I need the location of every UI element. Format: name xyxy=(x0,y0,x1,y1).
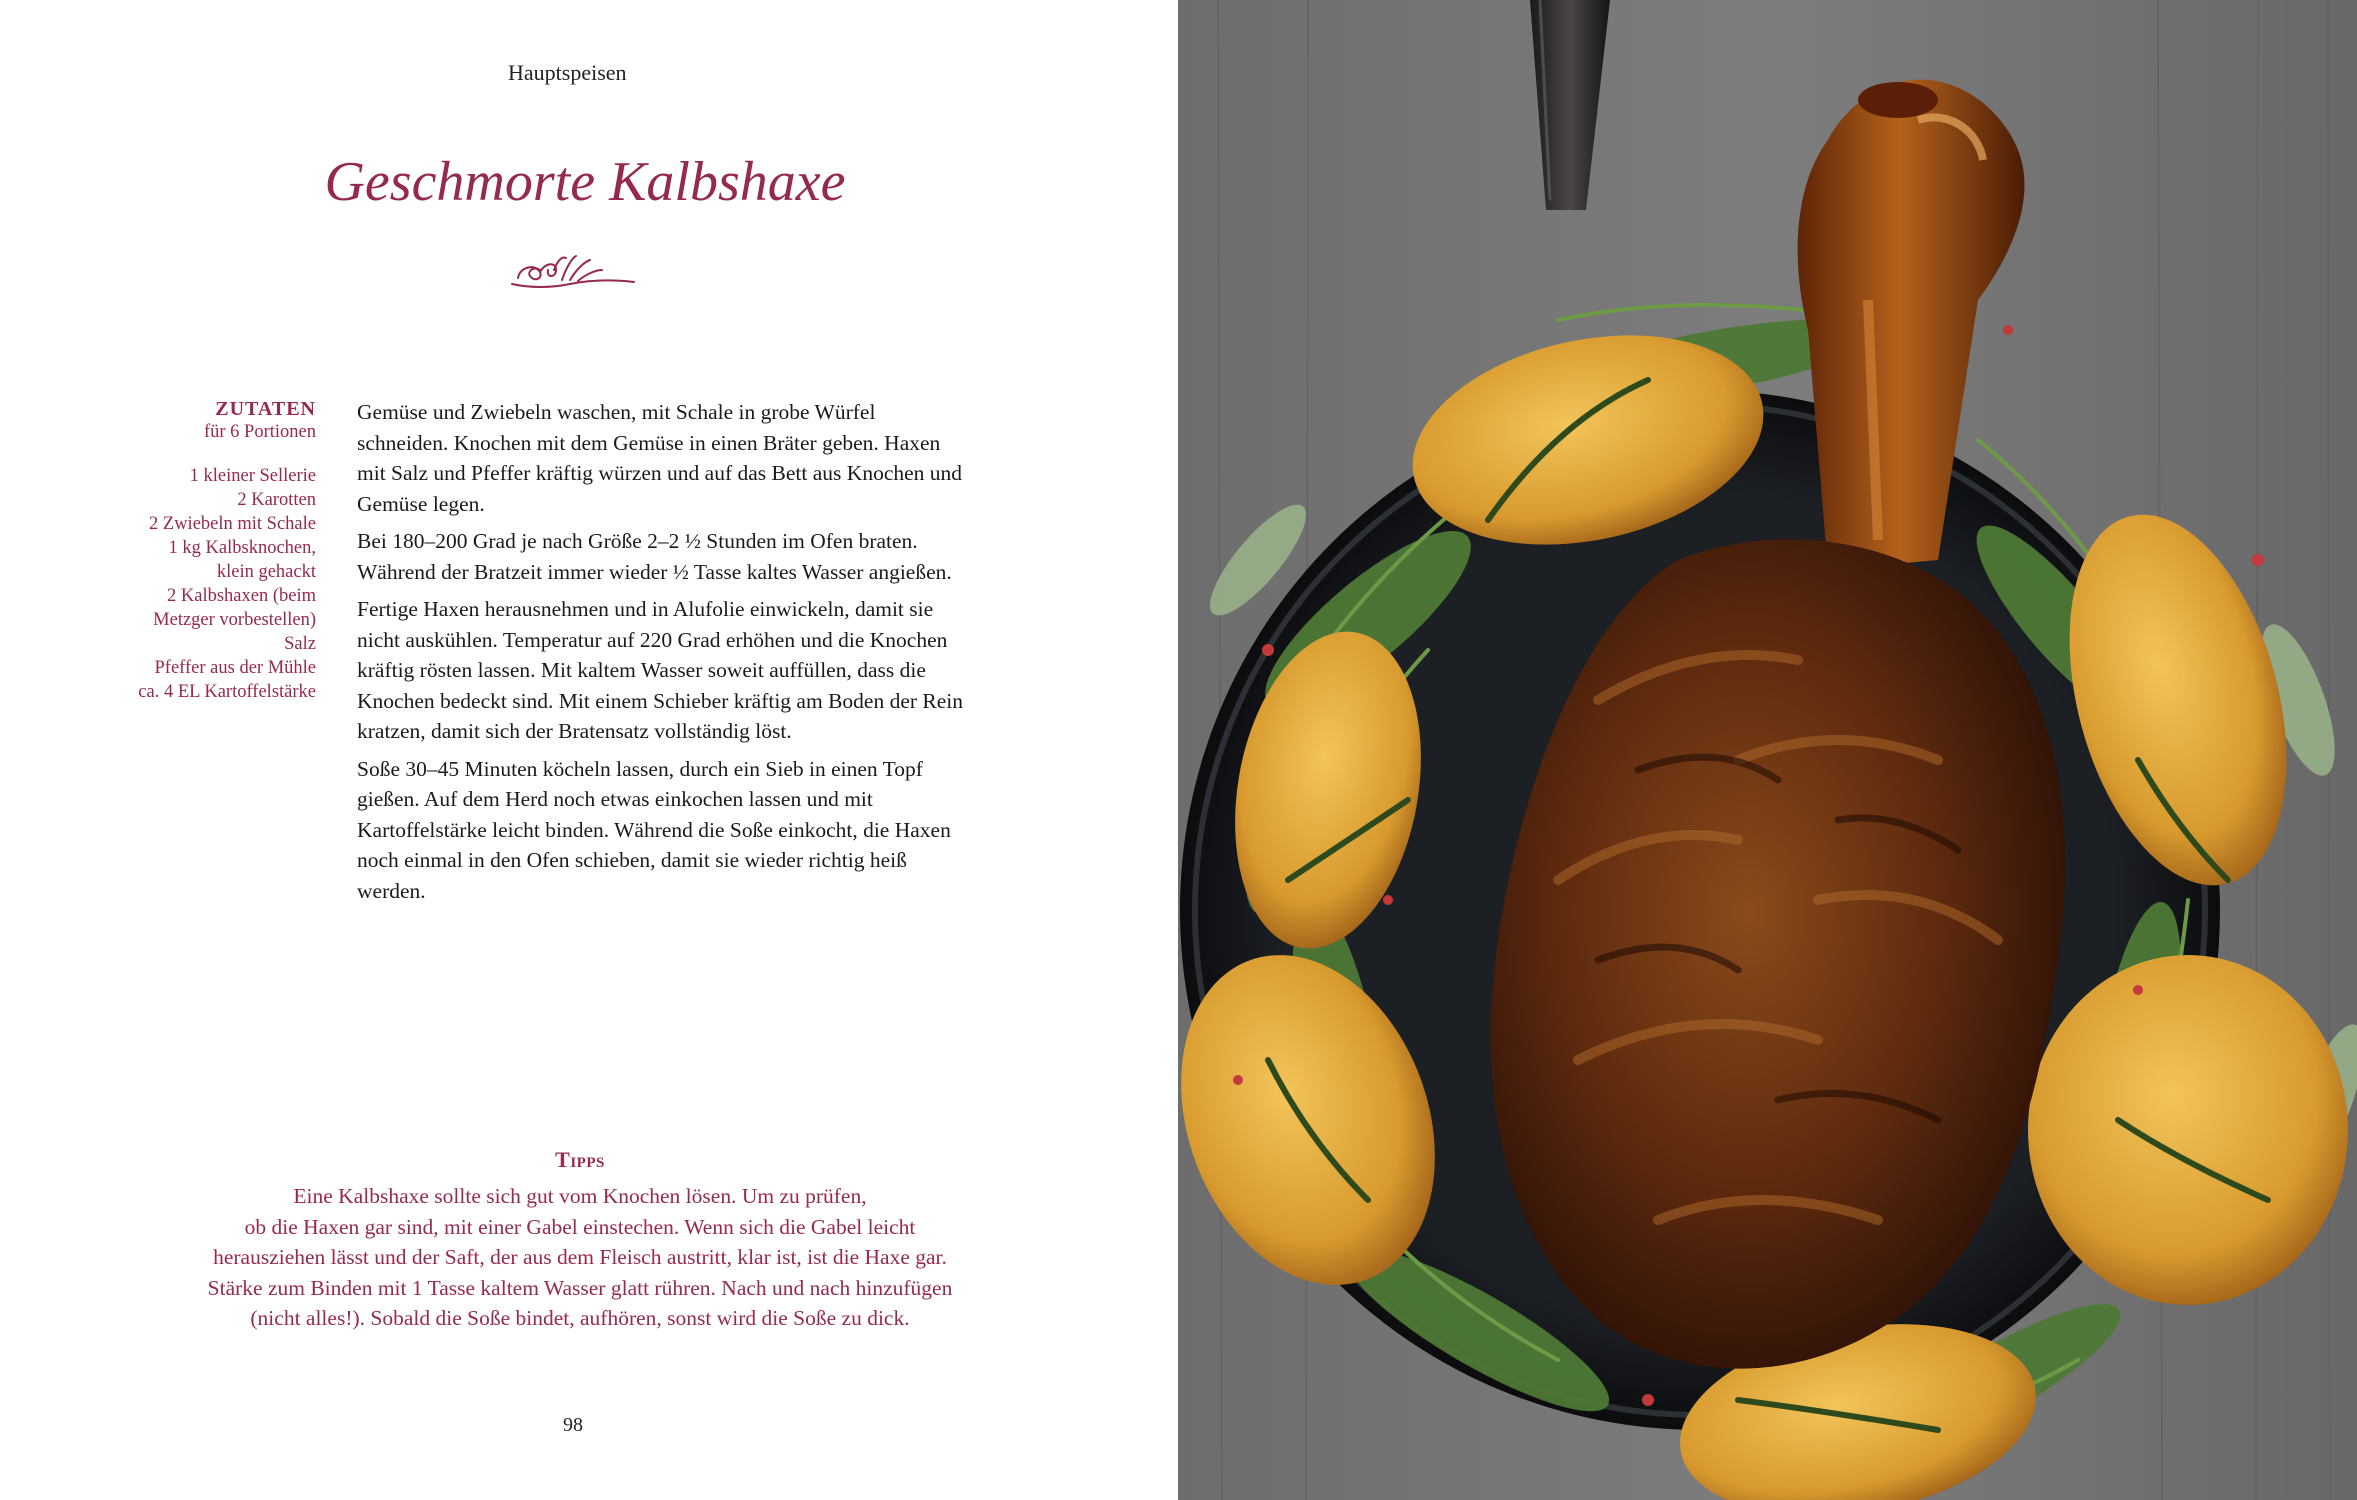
ingredient-text: Pfeffer aus der Mühle xyxy=(154,658,316,678)
instruction-paragraph: Gemüse und Zwiebeln waschen, mit Schale in grobe Würfel schneiden. Knochen mit dem Gemüse in einen Bräter geben. Haxen mit Salz und Pfeffer kräftig würzen und auf das Bett aus Knochen und Gemüse legen. xyxy=(357,400,963,516)
instruction-paragraph: Fertige Haxen herausnehmen und in Alufolie einwickeln, damit sie nicht auskühlen. Temperatur auf 220 Grad erhöhen und die Knochen kräftig rösten lassen. Mit kaltem Wasser soweit auffüllen, dass die Knochen bedeckt sind. Mit einem Schieber kräftig am Boden der Rein kratzen, damit sich der Bratensatz vollständig löst. xyxy=(357,597,964,743)
tips-heading: Tipps xyxy=(555,1147,605,1172)
ingredient-text: 2 Zwiebeln mit Schale xyxy=(149,514,316,534)
ingredient-item xyxy=(110,584,316,632)
ingredient-item xyxy=(110,488,316,512)
ingredients-heading: ZUTATEN xyxy=(215,398,316,420)
ingredient-text-continued: Metzger vorbestellen) xyxy=(153,610,316,630)
tips-line: ob die Haxen gar sind, mit einer Gabel einstechen. Wenn sich die Gabel leicht xyxy=(244,1214,916,1239)
tips-line: Stärke zum Binden mit 1 Tasse kaltem Wasser glatt rühren. Nach und nach hinzufügen xyxy=(207,1275,953,1300)
ingredient-item xyxy=(110,632,316,656)
tips-line: herausziehen lässt und der Saft, der aus dem Fleisch austritt, klar ist, ist die Haxe gar. xyxy=(213,1245,947,1269)
section-header: Hauptspeisen xyxy=(508,60,627,85)
portions: für 6 Portionen xyxy=(203,422,316,442)
ingredient-item xyxy=(110,464,316,488)
ingredient-text: 1 kg Kalbsknochen, xyxy=(168,538,316,558)
ingredient-item xyxy=(110,656,316,680)
ingredient-text: Salz xyxy=(284,634,316,654)
food-photo xyxy=(1178,0,2357,1500)
ingredients-list xyxy=(110,464,316,704)
ingredient-text: 2 Kalbshaxen (beim xyxy=(167,586,316,606)
recipe-title: Geschmorte Kalbshaxe xyxy=(324,151,846,213)
ingredient-item xyxy=(110,680,316,704)
left-page xyxy=(0,0,1178,1500)
tips-line: (nicht alles!). Sobald die Soße bindet, aufhören, sonst wird die Soße zu dick. xyxy=(250,1306,910,1330)
tips-line: Eine Kalbshaxe sollte sich gut vom Knochen lösen. Um zu prüfen, xyxy=(293,1184,867,1208)
instruction-paragraph: Bei 180–200 Grad je nach Größe 2–2 ½ Stunden im Ofen braten. Während der Bratzeit immer wieder ½ Tasse kaltes Wasser angießen. xyxy=(357,529,952,584)
ingredients-column xyxy=(110,398,316,704)
ingredient-text: ca. 4 EL Kartoffelstärke xyxy=(138,682,316,702)
page-number: 98 xyxy=(563,1414,583,1436)
ingredient-item xyxy=(110,536,316,584)
ingredient-item xyxy=(110,512,316,536)
instruction-paragraph: Soße 30–45 Minuten köcheln lassen, durch ein Sieb in einen Topf gießen. Auf dem Herd noch etwas einkochen lassen und mit Kartoffelstärke leicht binden. Während die Soße einkocht, die Haxen noch einmal in den Ofen schieben, damit sie wieder richtig heiß werden. xyxy=(357,756,951,903)
ingredient-text: 1 kleiner Sellerie xyxy=(189,466,316,486)
ingredient-text-continued: klein gehackt xyxy=(216,562,316,582)
ingredient-text: 2 Karotten xyxy=(237,490,316,510)
instructions xyxy=(357,397,964,913)
tips-text xyxy=(120,1181,1040,1334)
tips-box xyxy=(120,1147,1040,1334)
ornament-flourish-icon xyxy=(510,248,638,294)
